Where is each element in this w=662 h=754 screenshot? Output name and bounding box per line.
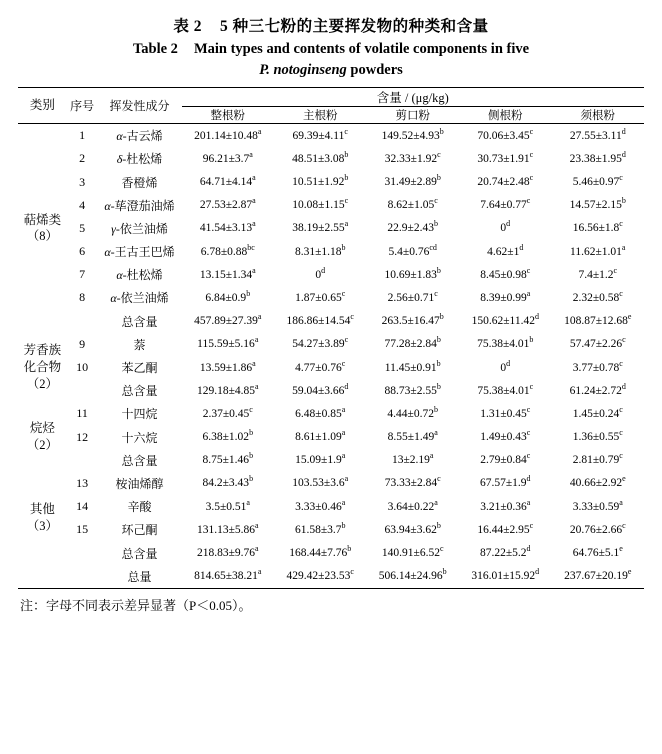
value-cell: 96.21±3.7$^a$ [202, 149, 253, 165]
value-cell: 168.44±7.76$^b$ [289, 544, 352, 559]
table-row [18, 170, 644, 193]
header-index: 序号 [67, 88, 98, 124]
table-row [18, 286, 644, 309]
value-cell: 10.51±1.92$^b$ [292, 173, 349, 188]
row-index: 5 [79, 220, 86, 235]
value-cell: 6.48±0.85$^a$ [295, 405, 346, 420]
value-cell: 0$^d$ [315, 265, 326, 281]
value-cell: 115.59±5.16$^a$ [197, 335, 259, 351]
header-sample-1: 整根粉 [182, 107, 274, 124]
value-cell: 3.64±0.22$^a$ [387, 497, 438, 513]
value-cell: 22.9±2.43$^b$ [387, 219, 438, 235]
value-cell: 11.45±0.91$^b$ [384, 358, 441, 374]
table-body [18, 88, 644, 589]
value-cell: 5.46±0.97$^c$ [572, 173, 623, 188]
row-index [67, 541, 98, 564]
table-row [18, 263, 644, 286]
row-index: 12 [76, 429, 89, 444]
value-cell: 8.75±1.46$^b$ [202, 451, 254, 467]
value-cell: 61.24±2.72$^d$ [569, 381, 626, 397]
value-cell: 1.49±0.43$^c$ [480, 428, 531, 444]
value-cell: 457.89±27.39$^a$ [194, 312, 262, 328]
value-cell: 4.77±0.76$^c$ [295, 358, 346, 374]
value-cell: 61.58±3.7$^b$ [294, 520, 346, 536]
group-total-label: 总含量 [121, 453, 158, 468]
value-cell: 10.08±1.15$^c$ [292, 196, 349, 212]
header-sample-4: 侧根粉 [459, 107, 552, 124]
group-total-row [18, 310, 644, 333]
row-index [67, 449, 98, 472]
value-cell: 84.2±3.43$^b$ [202, 474, 254, 490]
value-cell: 150.62±11.42$^d$ [471, 312, 539, 328]
table-row [18, 402, 644, 425]
component-name: 环己酮 [121, 523, 158, 538]
value-cell: 8.55±1.49$^a$ [387, 428, 438, 444]
table-title-en [32, 39, 630, 81]
header-category: 类别 [18, 88, 67, 124]
table-title-en-line1: Main types and contents of volatile components in five [193, 41, 530, 57]
value-cell: 20.74±2.48$^c$ [477, 173, 534, 188]
value-cell: 316.01±15.92$^d$ [459, 565, 552, 589]
table-number-en: Table 2 [132, 41, 178, 57]
group-total-label: 总含量 [121, 314, 158, 329]
value-cell: 108.87±12.68$^e$ [564, 312, 632, 328]
value-cell: 6.38±1.02$^b$ [202, 428, 254, 444]
value-cell: 1.31±0.45$^c$ [480, 405, 531, 420]
value-cell: 77.28±2.84$^b$ [384, 335, 441, 351]
value-cell: 5.4±0.76$^{cd}$ [388, 242, 437, 258]
value-cell: 201.14±10.48$^a$ [194, 126, 262, 142]
grand-total-spacer [18, 565, 67, 589]
header-sample-5: 须根粉 [552, 107, 644, 124]
value-cell: 73.33±2.84$^c$ [384, 474, 441, 490]
grand-total-index [67, 565, 98, 589]
value-cell: 59.04±3.66$^d$ [292, 381, 349, 397]
value-cell: 70.06±3.45$^c$ [477, 126, 534, 142]
value-cell: 32.33±1.92$^c$ [384, 149, 441, 165]
value-cell: 10.69±1.83$^b$ [384, 265, 441, 281]
table-header-row [18, 88, 644, 107]
row-index: 15 [76, 522, 89, 537]
value-cell: 30.73±1.91$^c$ [477, 149, 534, 165]
row-index: 11 [76, 406, 88, 421]
value-cell: 16.56±1.8$^c$ [572, 219, 623, 235]
value-cell: 4.44±0.72$^b$ [387, 405, 438, 420]
value-cell: 13.59±1.86$^a$ [199, 358, 256, 374]
header-sample-2: 主根粉 [274, 107, 366, 124]
component-name: α-古云烯 [116, 129, 163, 144]
row-index: 4 [79, 197, 86, 212]
value-cell: 8.62±1.05$^c$ [387, 196, 438, 212]
table-row [18, 194, 644, 217]
value-cell: 129.18±4.85$^a$ [196, 381, 259, 397]
component-name: α-王古王巴烯 [104, 245, 175, 260]
value-cell: 64.76±5.1$^e$ [572, 544, 623, 559]
value-cell: 3.5±0.51$^a$ [205, 497, 250, 513]
value-cell: 6.78±0.88$^{bc}$ [200, 242, 255, 258]
component-name: 香橙烯 [121, 175, 158, 190]
table-number-cn: 表 2 [173, 18, 202, 35]
row-index: 14 [76, 499, 89, 514]
value-cell: 149.52±4.93$^b$ [381, 126, 444, 142]
group-total-row [18, 541, 644, 564]
value-cell: 27.55±3.11$^d$ [569, 126, 626, 142]
value-cell: 1.45±0.24$^c$ [572, 405, 623, 420]
value-cell: 2.32±0.58$^c$ [572, 289, 623, 304]
value-cell: 2.37±0.45$^c$ [202, 405, 253, 420]
grand-total-label: 总量 [97, 565, 181, 589]
value-cell: $4.62\pm 1^d$ [487, 242, 524, 258]
value-cell: 23.38±1.95$^d$ [569, 149, 626, 165]
component-name: α-依兰油烯 [110, 291, 169, 306]
value-cell: 38.19±2.55$^a$ [292, 219, 349, 235]
value-cell: 3.21±0.36$^a$ [480, 497, 531, 513]
value-cell: 57.47±2.26$^c$ [569, 335, 626, 351]
value-cell: 0$^d$ [500, 358, 511, 374]
component-name: 桉油烯醇 [115, 476, 164, 491]
row-index: 1 [79, 128, 86, 143]
row-index: 9 [79, 336, 86, 351]
value-cell: 1.36±0.55$^c$ [572, 428, 623, 444]
value-cell: 13±2.19$^a$ [391, 451, 434, 467]
row-index: 13 [76, 475, 89, 490]
value-cell: 27.53±2.87$^a$ [199, 196, 256, 212]
value-cell: 3.77±0.78$^c$ [572, 358, 623, 374]
table-row [18, 356, 644, 379]
table-title-en-line2-rest: powders [346, 62, 403, 79]
row-index [67, 379, 98, 402]
table-title-cn [18, 14, 644, 36]
component-name: δ-杜松烯 [116, 152, 163, 167]
value-cell: 54.27±3.89$^c$ [292, 335, 349, 351]
value-cell: 0$^d$ [500, 219, 511, 235]
row-index: 3 [79, 174, 86, 189]
category-cell: 萜烯类 （8） [23, 212, 62, 244]
category-cell: 其他 （3） [26, 502, 59, 534]
value-cell: 40.66±2.92$^e$ [569, 474, 626, 490]
row-index: 10 [76, 360, 89, 374]
component-name: 苯乙酮 [121, 361, 158, 375]
value-cell: 218.83±9.76$^a$ [196, 544, 259, 559]
value-cell: 8.61±1.09$^a$ [295, 428, 346, 444]
header-sample-3: 剪口粉 [366, 107, 459, 124]
row-index: 6 [79, 244, 86, 259]
value-cell: 2.79±0.84$^c$ [480, 451, 531, 467]
component-name: 十四烷 [121, 407, 158, 422]
group-total-label: 总含量 [121, 384, 158, 399]
category-cell: 芳香族 化合物 （2） [23, 343, 62, 391]
value-cell: 63.94±3.62$^b$ [384, 520, 441, 536]
component-name: α-杜松烯 [116, 268, 163, 283]
value-cell: 20.76±2.66$^c$ [569, 520, 626, 536]
value-cell: 506.14±24.96$^b$ [366, 565, 459, 589]
component-name: α-荜澄茄油烯 [104, 198, 175, 213]
grand-total-row [18, 565, 644, 589]
value-cell: 15.09±1.9$^a$ [295, 451, 346, 467]
value-cell: 88.73±2.55$^b$ [384, 381, 441, 397]
table-row [18, 472, 644, 495]
component-name: 十六烷 [121, 430, 158, 445]
row-index: 8 [79, 290, 86, 305]
value-cell: 186.86±14.54$^c$ [286, 312, 354, 328]
component-name: 萘 [133, 337, 146, 352]
value-cell: 131.13±5.86$^a$ [196, 520, 259, 536]
group-total-row [18, 449, 644, 472]
value-cell: 103.53±3.6$^a$ [292, 474, 349, 490]
row-index: 2 [79, 151, 86, 166]
group-total-label: 总含量 [121, 546, 158, 561]
value-cell: 7.4±1.2$^c$ [578, 265, 618, 281]
value-cell: 69.39±4.11$^c$ [292, 126, 348, 142]
row-index [67, 310, 98, 333]
group-total-row [18, 379, 644, 402]
category-cell: 烷烃 （2） [26, 421, 59, 453]
value-cell: 263.5±16.47$^b$ [381, 312, 444, 328]
table-row [18, 147, 644, 170]
table-title-cn-text: 5 种三七粉的主要挥发物的种类和含量 [220, 18, 489, 35]
table-row [18, 240, 644, 263]
value-cell: 1.87±0.65$^c$ [295, 289, 346, 304]
value-cell: 8.31±1.18$^b$ [294, 242, 346, 258]
value-cell: 14.57±2.15$^b$ [569, 196, 626, 212]
value-cell: 2.81±0.79$^c$ [572, 451, 623, 467]
table-row [18, 124, 644, 148]
value-cell: 75.38±4.01$^c$ [477, 381, 534, 397]
footnote-text: 注：字母不同表示差异显著（P＜0.05）。 [20, 598, 252, 614]
value-cell: 8.45±0.98$^c$ [480, 265, 531, 281]
header-component: 挥发性成分 [97, 88, 181, 124]
value-cell: 8.39±0.99$^a$ [480, 289, 531, 304]
value-cell: 31.49±2.89$^b$ [384, 173, 441, 188]
value-cell: 48.51±3.08$^b$ [292, 149, 349, 165]
table-row [18, 518, 644, 541]
value-cell: 87.22±5.2$^d$ [479, 544, 531, 559]
value-cell: 237.67±20.19$^e$ [552, 565, 644, 589]
table-row [18, 217, 644, 240]
component-name: 辛酸 [127, 500, 152, 515]
value-cell: 7.64±0.77$^c$ [480, 196, 531, 212]
value-cell: 140.91±6.52$^c$ [381, 544, 444, 559]
volatile-components-table [18, 87, 644, 589]
value-cell: 75.38±4.01$^b$ [477, 335, 534, 351]
value-cell: 6.84±0.9$^b$ [205, 289, 251, 304]
value-cell: 16.44±2.95$^c$ [477, 520, 534, 536]
value-cell: 13.15±1.34$^a$ [199, 265, 256, 281]
value-cell: 3.33±0.46$^a$ [295, 497, 346, 513]
table-row [18, 425, 644, 448]
species-name-italic: P. notoginseng [259, 62, 347, 79]
header-content-group: 含量 / (μg/kg) [182, 88, 644, 107]
value-cell: 3.33±0.59$^a$ [572, 497, 623, 513]
value-cell: 41.54±3.13$^a$ [199, 219, 256, 235]
table-row [18, 333, 644, 356]
table-footnote [18, 596, 644, 616]
value-cell: 64.71±4.14$^a$ [199, 173, 256, 188]
value-cell: 429.42±23.53$^c$ [274, 565, 366, 589]
component-name: γ-依兰油烯 [111, 221, 168, 236]
table-row [18, 495, 644, 518]
value-cell: 2.56±0.71$^c$ [387, 289, 438, 304]
value-cell: 814.65±38.21$^a$ [182, 565, 274, 589]
value-cell: 11.62±1.01$^a$ [570, 242, 626, 258]
value-cell: 67.57±1.9$^d$ [479, 474, 531, 490]
row-index: 7 [79, 267, 86, 282]
